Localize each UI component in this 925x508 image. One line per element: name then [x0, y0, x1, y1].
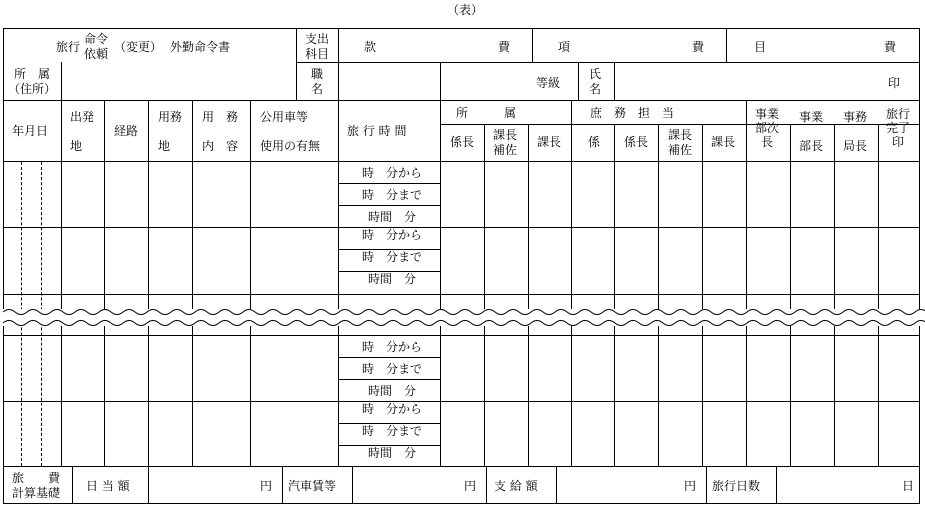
time-duration-label: 時間 分: [368, 272, 417, 286]
col-route: 経路: [114, 124, 139, 138]
rule: [148, 466, 149, 504]
shishutsu-label: 支出: [305, 32, 330, 46]
rule: [72, 466, 73, 504]
hi-label: 費: [692, 40, 705, 54]
shoku-label: 職: [311, 67, 324, 81]
col-kachohosa-b: 課長: [668, 128, 693, 142]
shi-label: 氏: [589, 67, 602, 81]
rule: [556, 466, 557, 504]
title-meirei: 命令: [84, 32, 109, 46]
hi-label: 費: [884, 40, 897, 54]
title-irai: 依頼: [84, 47, 109, 61]
time-from-label: 時 分から: [362, 340, 423, 354]
time-to-label: 時 分まで: [362, 250, 423, 264]
col-jimukyokucho-2: 局長: [843, 139, 868, 153]
title-prefix: 旅行: [56, 40, 81, 54]
col-kacho-2: 課長: [711, 135, 736, 149]
moku-label: 目: [754, 40, 767, 54]
fare-label: 汽車賃等: [288, 479, 337, 493]
time-duration-label: 時間 分: [368, 210, 417, 224]
col-jigyobucho: 事業: [799, 110, 824, 124]
col-business-2: 内 容: [202, 139, 239, 153]
col-kachohosa: 課長: [493, 128, 518, 142]
kamoku-label: 科目: [305, 47, 330, 61]
col-jigyobujicho-3: 長: [761, 135, 774, 149]
mei-label: 名: [311, 82, 324, 96]
kan-label: 款: [364, 40, 377, 54]
col-departure-2: 地: [70, 139, 83, 153]
rule: [352, 466, 353, 504]
col-kakari: 係: [588, 135, 601, 149]
col-kanryo-3: 印: [892, 135, 905, 149]
yen-unit: 円: [260, 479, 273, 493]
payment-label: 支 給 額: [494, 479, 538, 493]
col-business: 用 務: [202, 110, 239, 124]
time-from-label: 時 分から: [362, 166, 423, 180]
col-kachohosa-b-2: 補佐: [668, 143, 693, 157]
rule: [282, 466, 283, 504]
day-unit: 日: [902, 479, 915, 493]
footer-basis-2: 計算基礎: [12, 486, 61, 500]
time-from-label: 時 分から: [362, 402, 423, 416]
daily-allowance-label: 日 当 額: [86, 479, 130, 493]
time-duration-label: 時間 分: [368, 446, 417, 460]
col-destination-2: 地: [158, 139, 171, 153]
col-jigyobujicho: 事業: [755, 107, 780, 121]
col-travel-time: 旅 行 時 間: [347, 124, 407, 138]
kou-label: 項: [558, 40, 571, 54]
col-destination: 用務: [158, 110, 183, 124]
col-departure: 出発: [70, 110, 95, 124]
time-to-label: 時 分まで: [362, 424, 423, 438]
col-date: 年月日: [12, 124, 49, 138]
hi-label: 費: [498, 40, 511, 54]
footer-basis: 旅 費: [12, 471, 61, 485]
title-henko: （変更）: [114, 40, 163, 54]
col-kacho: 課長: [537, 135, 562, 149]
toukyu-label: 等級: [536, 76, 561, 90]
time-to-label: 時 分まで: [362, 362, 423, 376]
rule: [706, 466, 707, 504]
col-kakaricho: 係長: [450, 135, 475, 149]
col-kanryo-2: 完了: [886, 121, 911, 135]
col-kachohosa-2: 補佐: [493, 143, 518, 157]
col-car: 公用車等: [260, 110, 309, 124]
col-shomu-group: 庶 務 担 当: [590, 106, 675, 120]
rule: [3, 466, 920, 467]
yen-unit: 円: [464, 479, 477, 493]
days-label: 旅行日数: [712, 479, 761, 493]
col-shozoku-group: 所 属: [456, 106, 517, 120]
seal-mark: 印: [888, 76, 901, 90]
time-duration-label: 時間 分: [368, 384, 417, 398]
col-jimukyokucho: 事務: [843, 110, 868, 124]
col-car-2: 使用の有無: [260, 139, 321, 153]
time-from-label: 時 分から: [362, 228, 423, 242]
col-jigyobucho-2: 部長: [799, 139, 824, 153]
jusho-label: （住所）: [8, 82, 57, 96]
shozoku-label: 所 属: [14, 67, 51, 81]
rule: [776, 466, 777, 504]
rule: [486, 466, 487, 504]
col-jigyobujicho-2: 部次: [755, 121, 780, 135]
col-kanryo: 旅行: [886, 107, 911, 121]
col-kakaricho-2: 係長: [624, 135, 649, 149]
top-label: （表）: [447, 3, 484, 17]
title-suffix: 外勤命令書: [170, 40, 231, 54]
mei-label: 名: [589, 82, 602, 96]
time-to-label: 時 分まで: [362, 188, 423, 202]
yen-unit: 円: [684, 479, 697, 493]
